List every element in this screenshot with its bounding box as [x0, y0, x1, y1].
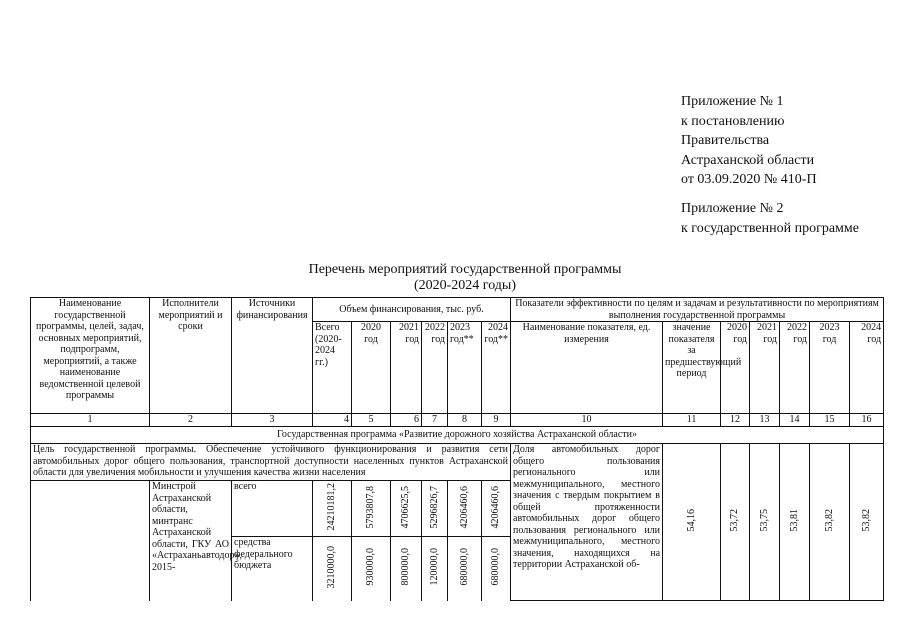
header-i2021: 2021 год [750, 322, 780, 414]
header-prev-value: значение показателя за предшествующий период [663, 322, 721, 414]
document-title-line: Перечень мероприятий государственной программы [308, 262, 622, 277]
indicator-2022-text: 53,81 [788, 509, 800, 532]
header-executors: Исполнители мероприятий и сроки [150, 298, 232, 414]
appendix-1-line: к постановлению [681, 113, 785, 129]
indicator-2024 [850, 444, 884, 601]
header-2022: 2022 год [422, 322, 448, 414]
amount-2020 [352, 481, 391, 537]
column-number: 11 [663, 414, 721, 427]
indicator-2024-text: 53,82 [860, 509, 872, 532]
header-total: Всего (2020-2024 гг.) [313, 322, 352, 414]
column-number: 8 [448, 414, 482, 427]
column-number: 5 [352, 414, 391, 427]
indicator-2023 [810, 444, 850, 601]
indicator-2023-text: 53,82 [823, 509, 835, 532]
appendix-2-line: к государственной программе [681, 220, 859, 236]
indicator-2022 [780, 444, 810, 601]
column-number: 2 [150, 414, 232, 427]
appendix-2-block [681, 199, 859, 238]
appendix-1-line: Правительства [681, 133, 770, 148]
document-title-line: (2020-2024 годы) [413, 278, 516, 293]
amount-total-text: 24210181,2 [326, 483, 338, 531]
amount-2021 [391, 537, 422, 601]
amount-total [313, 481, 352, 537]
header-indicator-name: Наименование показателя, ед. измерения [511, 322, 663, 414]
header-2020: 2020 год [352, 322, 391, 414]
appendix-1-line: от 03.09.2020 № 410-П [681, 172, 817, 187]
appendix-2-line: Приложение № 2 [681, 201, 784, 216]
amount-2024-text: 680000,0 [490, 548, 502, 586]
header-i2022: 2022 год [780, 322, 810, 414]
header-i2020: 2020 год [721, 322, 750, 414]
document-title [250, 262, 680, 294]
column-number: 9 [482, 414, 511, 427]
column-number: 10 [511, 414, 663, 427]
appendix-1-block [681, 92, 817, 190]
amount-total [313, 537, 352, 601]
indicator-prev-value [663, 444, 721, 601]
column-number: 1 [31, 414, 150, 427]
amount-2021-text: 800000,0 [400, 548, 412, 586]
column-number: 6 [391, 414, 422, 427]
amount-2022 [422, 537, 448, 601]
appendix-1-line: Приложение № 1 [681, 94, 784, 109]
amount-2024 [482, 537, 511, 601]
header-i2023: 2023 год [810, 322, 850, 414]
amount-2020-text: 5793807,8 [365, 485, 377, 528]
header-name: Наименование государственной программы, целей, задач, основных мероприятий, подпрограмм, мероприятий, а также наименование ведомственной целевой программы [31, 298, 150, 414]
amount-2024 [482, 481, 511, 537]
amount-2022-text: 5296826,7 [428, 485, 440, 528]
amount-2021-text: 4706625,5 [400, 485, 412, 528]
amount-2023-text: 4206460,6 [458, 485, 470, 528]
indicator-prev-value-text: 54,16 [685, 509, 697, 532]
amount-total-text: 3210000,0 [326, 545, 338, 589]
indicator-2020-text: 53,72 [729, 509, 741, 532]
source-cell: средства федерального бюджета [232, 537, 313, 601]
amount-2023 [448, 537, 482, 601]
header-2024: 2024 год** [482, 322, 511, 414]
column-number: 3 [232, 414, 313, 427]
amount-2024-text: 4206460,6 [490, 485, 502, 528]
executors-cell: Минстрой Астраханской области, минтранс Астраханской области, ГКУ АО «Астраханьавтодор», 2015- [150, 481, 232, 601]
amount-2023-text: 680000,0 [458, 548, 470, 586]
header-indicators: Показатели эффективности по целям и задачам и результативности по мероприятиям выполнения государственной программы [511, 298, 884, 322]
header-sources: Источники финансирования [232, 298, 313, 414]
column-number: 15 [810, 414, 850, 427]
column-number: 7 [422, 414, 448, 427]
column-number: 13 [750, 414, 780, 427]
program-goal: Цель государственной программы. Обеспечение устойчивого функционирования и развития сети автомобильных дорог общего пользования, транспортной доступности населенных пунктов Астраханской области для увеличения мобильности и улучшения качества жизни населения [31, 444, 511, 481]
column-number: 12 [721, 414, 750, 427]
column-number: 14 [780, 414, 810, 427]
amount-2023 [448, 481, 482, 537]
empty-cell [31, 481, 150, 601]
amount-2020 [352, 537, 391, 601]
header-2023: 2023 год** [448, 322, 482, 414]
amount-2022-text: 120000,0 [428, 548, 440, 586]
amount-2022 [422, 481, 448, 537]
measures-table [30, 297, 883, 601]
amount-2020-text: 930000,0 [365, 548, 377, 586]
amount-2021 [391, 481, 422, 537]
appendix-1-line: Астраханской области [681, 152, 815, 168]
indicator-2021-text: 53,75 [758, 509, 770, 532]
header-i2024: 2024 год [850, 322, 884, 414]
header-2021: 2021 год [391, 322, 422, 414]
program-title: Государственная программа «Развитие дорожного хозяйства Астраханской области» [31, 427, 884, 444]
column-number: 4 [313, 414, 352, 427]
source-cell: всего [232, 481, 313, 537]
indicator-name: Доля автомобильных дорог общего пользования регионального или межмуниципального, местного значения с твердым покрытием в общей протяженности автомобильных дорог общего пользования регионального или межмуниципального, местного значения, находящихся на территории Астраханской об- [511, 444, 663, 601]
indicator-2020 [721, 444, 750, 601]
column-number: 16 [850, 414, 884, 427]
header-funding: Объем финансирования, тыс. руб. [313, 298, 511, 322]
indicator-2021 [750, 444, 780, 601]
